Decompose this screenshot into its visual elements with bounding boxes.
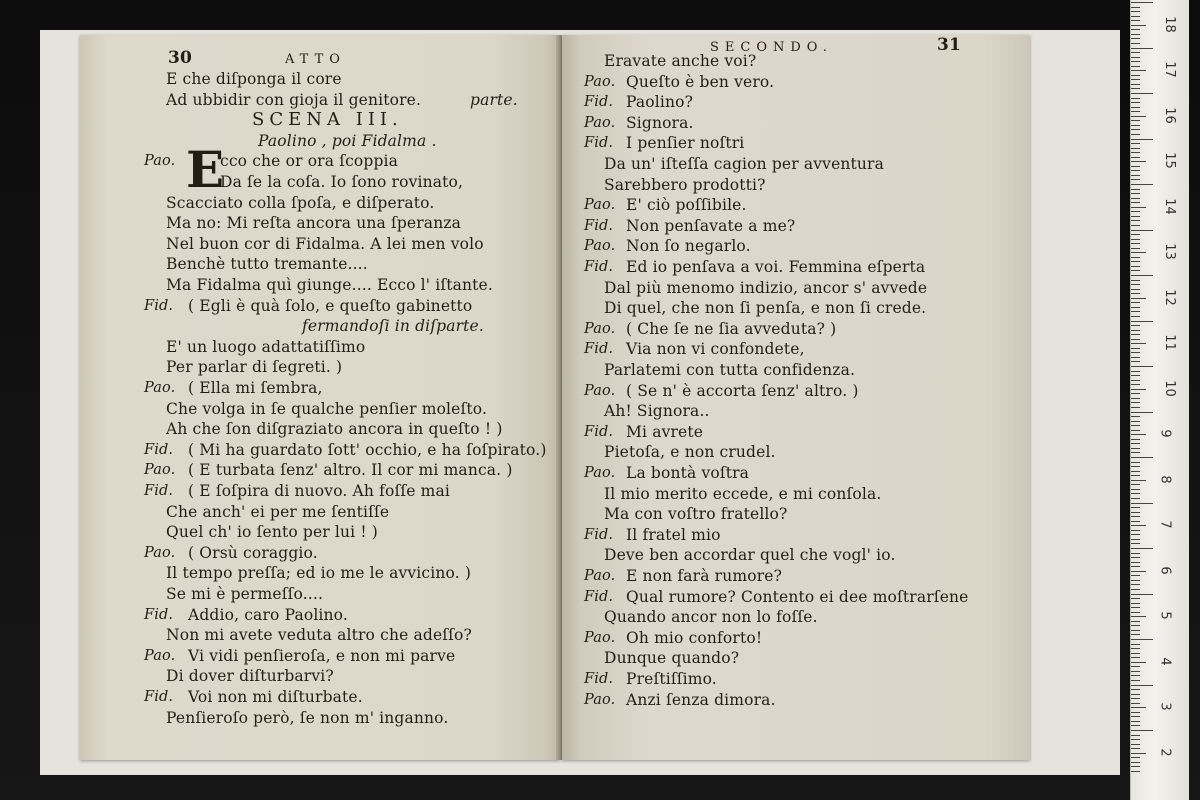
ruler-tick (1131, 25, 1146, 26)
ruler-tick (1131, 166, 1140, 167)
ruler-number: 17 (1161, 61, 1177, 79)
ruler-tick (1131, 66, 1140, 67)
ruler-number: 3 (1157, 702, 1173, 711)
ruler-tick (1131, 61, 1140, 62)
ruler-tick (1131, 407, 1140, 408)
ruler-tick (1131, 257, 1140, 258)
ruler-tick (1131, 525, 1146, 526)
ruler-tick (1131, 771, 1140, 772)
verse-line: Addio, caro Paolino. (188, 605, 348, 624)
ruler-tick (1131, 443, 1140, 444)
verse-line: Voi non mi diſturbate. (188, 688, 363, 706)
ruler-tick (1131, 475, 1140, 476)
speaker-label: Pao. (584, 465, 616, 481)
ruler-tick (1131, 716, 1140, 717)
ruler-tick (1131, 398, 1140, 399)
ruler-tick (1131, 625, 1140, 626)
ruler-tick (1131, 234, 1140, 235)
ruler-tick (1131, 634, 1140, 635)
ruler-tick (1131, 375, 1140, 376)
verse-line: Mi avrete (626, 422, 704, 441)
ruler-number: 13 (1161, 243, 1177, 261)
verse-line: ( Mi ha guardato ſott' occhio, e ha ſoſpirato.) (188, 440, 547, 459)
ruler-tick (1131, 20, 1140, 21)
ruler-tick (1131, 589, 1140, 590)
speaker-label: Fid. (144, 297, 174, 314)
speaker-label: Fid. (584, 526, 614, 543)
ruler-tick (1131, 102, 1140, 103)
ruler-tick (1131, 298, 1146, 299)
ruler-tick (1131, 644, 1140, 645)
speaker-label: Pao. (144, 647, 176, 664)
verse-line: Deve ben accordar quel che vogl' io. (604, 546, 896, 565)
ruler-tick (1131, 371, 1140, 372)
speaker-label: Pao. (584, 629, 616, 646)
ruler-tick (1131, 766, 1140, 767)
ruler-tick (1131, 462, 1140, 463)
verse-line: ( Egli è quà ſolo, e queſto gabinetto (188, 296, 473, 315)
verse-line: Ed io penſava a voi. Femmina eſperta (626, 258, 926, 276)
ruler-tick (1131, 471, 1140, 472)
ruler-tick (1131, 52, 1140, 53)
ruler-tick (1131, 348, 1140, 349)
ruler-tick (1131, 270, 1140, 271)
ruler-tick (1131, 161, 1146, 162)
ruler-tick (1131, 521, 1140, 522)
ruler-tick (1131, 330, 1140, 331)
speaker-label: Pao. (144, 544, 176, 561)
ruler-tick (1131, 11, 1140, 12)
verse-line: E' un luogo adattatiſſimo (166, 337, 366, 356)
ruler-tick (1131, 557, 1140, 558)
ruler-tick (1131, 98, 1140, 99)
speaker-label: Fid. (584, 671, 614, 687)
ruler-tick (1131, 530, 1140, 531)
verse-line: ( Se n' è accorta ſenz' altro. ) (626, 381, 859, 400)
verse-line: Non ſo negarlo. (626, 237, 751, 256)
ruler-tick (1131, 275, 1153, 276)
ruler-tick (1131, 689, 1140, 690)
verse-line: Dunque quando? (604, 649, 740, 668)
verse-line: Pietoſa, e non crudel. (604, 443, 776, 462)
ruler-tick (1131, 448, 1140, 449)
running-head-left: ATTO (285, 52, 346, 67)
ruler-tick (1131, 284, 1140, 285)
stage-direction: parte. (470, 90, 518, 109)
ruler-tick (1131, 34, 1140, 35)
right-page (562, 35, 1030, 760)
ruler-tick (1131, 170, 1140, 171)
ruler-tick (1131, 607, 1140, 608)
ruler-tick (1131, 93, 1153, 94)
speaker-label: Fid. (584, 341, 614, 358)
verse-line: Queſto è ben vero. (626, 72, 775, 91)
ruler-tick (1131, 452, 1140, 453)
speaker-label: Pao. (584, 114, 616, 131)
verse-line: Ad ubbidir con gioja il genitore. (166, 90, 422, 109)
ruler-tick (1131, 657, 1140, 658)
ruler-tick (1131, 707, 1146, 708)
ruler-tick (1131, 252, 1146, 253)
ruler-tick (1131, 512, 1140, 513)
ruler-number: 11 (1161, 334, 1177, 352)
ruler-tick (1131, 543, 1140, 544)
speaker-label: Fid. (144, 441, 174, 458)
ruler-tick (1131, 753, 1146, 754)
speaker-label: Fid. (584, 423, 614, 440)
ruler-tick (1131, 539, 1140, 540)
ruler-tick (1131, 584, 1140, 585)
ruler-tick (1131, 248, 1140, 249)
verse-line: Di dover diſturbarvi? (166, 667, 334, 686)
verse-line: Che anch' ei per me ſentiſſe (166, 502, 390, 521)
ruler-tick (1131, 516, 1140, 517)
ruler-tick (1131, 653, 1140, 654)
speaker-label: Pao. (584, 382, 616, 399)
ruler-tick (1131, 744, 1140, 745)
ruler-tick (1131, 334, 1140, 335)
speaker-label: Pao. (144, 462, 176, 479)
ruler-tick (1131, 571, 1146, 572)
ruler-tick (1131, 361, 1140, 362)
ruler-tick (1131, 79, 1140, 80)
ruler-tick (1131, 548, 1153, 549)
ruler-tick (1131, 152, 1140, 153)
ruler-tick (1131, 598, 1140, 599)
verse-line: Che volga in ſe qualche penſier moleſto. (166, 399, 488, 418)
verse-line: Eravate anche voi? (604, 52, 757, 70)
verse-line: Signora. (626, 113, 694, 132)
ruler-tick (1131, 507, 1140, 508)
ruler-tick (1131, 111, 1140, 112)
ruler-tick (1131, 261, 1140, 262)
left-page (80, 35, 560, 760)
ruler-tick (1131, 685, 1153, 686)
ruler-tick (1131, 125, 1140, 126)
ruler-tick (1131, 243, 1140, 244)
ruler-number: 15 (1161, 152, 1177, 170)
ruler-tick (1131, 134, 1140, 135)
ruler-tick (1131, 139, 1153, 140)
ruler-tick (1131, 280, 1140, 281)
ruler-tick (1131, 384, 1140, 385)
ruler-tick (1131, 457, 1153, 458)
verse-line: Ah! Signora.. (604, 402, 710, 421)
speaker-label: Fid. (584, 135, 614, 152)
ruler-tick (1131, 38, 1140, 39)
ruler-number: 4 (1157, 657, 1173, 666)
ruler-tick (1131, 120, 1140, 121)
ruler-tick (1131, 393, 1140, 394)
ruler-tick (1131, 2, 1153, 3)
ruler-tick (1131, 498, 1140, 499)
ruler-tick (1131, 580, 1140, 581)
ruler-tick (1131, 735, 1140, 736)
ruler-tick (1131, 503, 1153, 504)
ruler-tick (1131, 230, 1153, 231)
ruler-number: 6 (1157, 566, 1173, 575)
verse-line: ( Che ſe ne ſia avveduta? ) (626, 319, 837, 338)
verse-line: Il tempo preſſa; ed io me le avvicino. ) (166, 564, 472, 583)
verse-line: E non farà rumore? (626, 567, 783, 585)
measuring-ruler (1130, 0, 1189, 800)
ruler-tick (1131, 739, 1140, 740)
ruler-tick (1131, 666, 1140, 667)
verse-line: Preſtiſſimo. (626, 670, 717, 688)
ruler-tick (1131, 730, 1153, 731)
ruler-tick (1131, 343, 1146, 344)
ruler-tick (1131, 129, 1140, 130)
verse-line: Da un' iſteſſa cagion per avventura (604, 155, 884, 173)
verse-line: Sarebbero prodotti? (604, 175, 766, 194)
verse-line: Il mio merito eccede, e mi conſola. (604, 484, 882, 503)
verse-line: Scacciato colla ſpoſa, e diſperato. (166, 193, 435, 212)
speaker-label: Fid. (584, 217, 614, 234)
ruler-tick (1131, 84, 1140, 85)
speaker-label: Fid. (584, 94, 614, 111)
ruler-tick (1131, 439, 1140, 440)
ruler-tick (1131, 321, 1153, 322)
ruler-tick (1131, 107, 1140, 108)
verse-line: Parlatemi con tutta confidenza. (604, 361, 856, 379)
ruler-tick (1131, 70, 1146, 71)
ruler-tick (1131, 575, 1140, 576)
ruler-tick (1131, 316, 1140, 317)
ruler-tick (1131, 466, 1140, 467)
verse-line: Quando ancor non lo foſſe. (604, 608, 818, 627)
verse-line: Per parlar di ſegreti. ) (166, 358, 343, 377)
stage-direction: Paolino , poi Fidalma . (258, 131, 437, 150)
verse-line: I penſier noſtri (626, 134, 745, 153)
ruler-tick (1131, 566, 1140, 567)
ruler-tick (1131, 189, 1140, 190)
ruler-tick (1131, 421, 1140, 422)
verse-line: Se mi è permeſſo.... (166, 585, 324, 603)
ruler-tick (1131, 712, 1140, 713)
ruler-tick (1131, 484, 1140, 485)
ruler-tick (1131, 352, 1140, 353)
ruler-tick (1131, 211, 1140, 212)
ruler-tick (1131, 357, 1140, 358)
ruler-number: 10 (1161, 379, 1177, 397)
ruler-tick (1131, 366, 1153, 367)
ruler-tick (1131, 630, 1140, 631)
ruler-tick (1131, 380, 1140, 381)
scene-heading: SCENA III. (252, 109, 403, 131)
speaker-label: Pao. (584, 73, 616, 90)
ruler-tick (1131, 680, 1140, 681)
verse-line: Ma Fidalma quì giunge.... Ecco l' iſtante. (166, 276, 493, 294)
ruler-tick (1131, 179, 1140, 180)
speaker-label: Pao. (584, 238, 616, 255)
ruler-tick (1131, 216, 1140, 217)
speaker-label: Fid. (144, 483, 174, 499)
speaker-label: Pao. (584, 320, 616, 337)
speaker-label: Fid. (144, 606, 174, 623)
ruler-tick (1131, 757, 1140, 758)
verse-line: Benchè tutto tremante.... (166, 255, 368, 274)
running-head-right: SECONDO. (710, 40, 833, 55)
ruler-number: 2 (1157, 748, 1173, 757)
ruler-tick (1131, 416, 1140, 417)
verse-line: La bontà voſtra (626, 464, 750, 482)
ruler-tick (1131, 175, 1140, 176)
ruler-tick (1131, 198, 1140, 199)
ruler-tick (1131, 603, 1140, 604)
verse-line: Non penſavate a me? (626, 216, 796, 235)
ruler-tick (1131, 184, 1153, 185)
verse-line: Il fratel mio (626, 525, 721, 544)
speaker-label: Fid. (584, 588, 614, 605)
verse-line: Ma no: Mi reſta ancora una ſperanza (166, 214, 462, 233)
ruler-tick (1131, 698, 1140, 699)
ruler-tick (1131, 193, 1140, 194)
speaker-label: Fid. (584, 259, 614, 275)
ruler-tick (1131, 239, 1140, 240)
verse-line: cco che or ora ſcoppia (220, 152, 399, 171)
verse-line: Penſieroſo però, ſe non m' inganno. (166, 708, 449, 727)
ruler-number: 16 (1161, 106, 1177, 124)
speaker-label: Fid. (144, 689, 174, 705)
ruler-tick (1131, 389, 1146, 390)
ruler-tick (1131, 434, 1146, 435)
ruler-tick (1131, 339, 1140, 340)
ruler-tick (1131, 289, 1140, 290)
page-number-left: 30 (168, 48, 192, 68)
ruler-tick (1131, 325, 1140, 326)
ruler-tick (1131, 207, 1146, 208)
ruler-tick (1131, 43, 1140, 44)
ruler-number: 9 (1157, 429, 1173, 438)
ruler-tick (1131, 430, 1140, 431)
stage-direction: fermandoſi in diſparte. (302, 317, 484, 336)
ruler-tick (1131, 293, 1140, 294)
verse-line: Dal più menomo indizio, ancor s' avvede (604, 278, 928, 297)
verse-line: Da ſe la coſa. Io ſono rovinato, (220, 173, 464, 191)
ruler-tick (1131, 639, 1153, 640)
ruler-tick (1131, 694, 1140, 695)
ruler-number: 7 (1157, 520, 1173, 529)
verse-line: ( Ella mi ſembra, (188, 379, 323, 397)
speaker-label: Pao. (144, 380, 176, 396)
ruler-tick (1131, 425, 1140, 426)
ruler-tick (1131, 116, 1146, 117)
verse-line: ( Orsù coraggio. (188, 543, 318, 562)
speaker-label: Pao. (144, 153, 176, 170)
ruler-number: 14 (1161, 197, 1177, 215)
ruler-tick (1131, 489, 1140, 490)
ruler-number: 8 (1157, 475, 1173, 484)
ruler-tick (1131, 612, 1140, 613)
ruler-tick (1131, 594, 1153, 595)
verse-line: ( E turbata ſenz' altro. Il cor mi manca. ) (188, 461, 513, 480)
ruler-tick (1131, 480, 1146, 481)
ruler-tick (1131, 7, 1140, 8)
ruler-number: 5 (1157, 611, 1173, 620)
ruler-tick (1131, 662, 1146, 663)
verse-line: Oh mio conforto! (626, 628, 763, 647)
ruler-tick (1131, 202, 1140, 203)
verse-line: Nel buon cor di Fidalma. A lei men volo (166, 234, 484, 253)
ruler-number: 18 (1161, 15, 1177, 33)
verse-line: Ma con voſtro fratello? (604, 505, 788, 524)
ruler-tick (1131, 762, 1140, 763)
ruler-tick (1131, 534, 1140, 535)
ruler-tick (1131, 311, 1140, 312)
speaker-label: Pao. (584, 197, 616, 214)
ruler-tick (1131, 671, 1140, 672)
verse-line: Di quel, che non ſi penſa, e non ſi crede. (604, 299, 927, 318)
verse-line: E che diſponga il core (166, 70, 342, 88)
verse-line: ( E ſoſpira di nuovo. Ah foſſe mai (188, 482, 450, 500)
ruler-tick (1131, 88, 1140, 89)
ruler-tick (1131, 616, 1146, 617)
ruler-tick (1131, 225, 1140, 226)
ruler-tick (1131, 553, 1140, 554)
verse-line: Paolino? (626, 93, 694, 112)
verse-line: Anzi ſenza dimora. (626, 690, 776, 709)
ruler-tick (1131, 29, 1140, 30)
ruler-number: 12 (1161, 288, 1177, 306)
ruler-tick (1131, 721, 1140, 722)
ruler-tick (1131, 307, 1140, 308)
ruler-tick (1131, 748, 1140, 749)
drop-cap: E (186, 140, 225, 200)
ruler-tick (1131, 57, 1140, 58)
verse-line: Via non vi confondete, (626, 340, 805, 359)
verse-line: Qual rumore? Contento ei dee moſtrarſene (626, 587, 969, 606)
ruler-tick (1131, 266, 1140, 267)
ruler-tick (1131, 412, 1153, 413)
ruler-tick (1131, 648, 1140, 649)
verse-line: Vi vidi penſieroſa, e non mi parve (188, 646, 456, 665)
ruler-tick (1131, 157, 1140, 158)
ruler-tick (1131, 402, 1140, 403)
ruler-tick (1131, 143, 1140, 144)
ruler-tick (1131, 703, 1140, 704)
ruler-tick (1131, 48, 1153, 49)
speaker-label: Pao. (584, 691, 616, 708)
verse-line: Non mi avete veduta altro che adeſſo? (166, 626, 472, 645)
ruler-tick (1131, 493, 1140, 494)
ruler-tick (1131, 725, 1140, 726)
verse-line: Quel ch' io ſento per lui ! ) (166, 523, 379, 542)
speaker-label: Pao. (584, 568, 616, 584)
ruler-tick (1131, 621, 1140, 622)
ruler-tick (1131, 75, 1140, 76)
verse-line: Ah che ſon diſgraziato ancora in queſto ! ) (166, 420, 503, 439)
ruler-tick (1131, 220, 1140, 221)
page-number-right: 31 (937, 35, 961, 55)
ruler-tick (1131, 16, 1140, 17)
ruler-tick (1131, 562, 1140, 563)
ruler-tick (1131, 675, 1140, 676)
ruler-tick (1131, 148, 1140, 149)
verse-line: E' ciò poſſibile. (626, 196, 747, 215)
ruler-tick (1131, 302, 1140, 303)
